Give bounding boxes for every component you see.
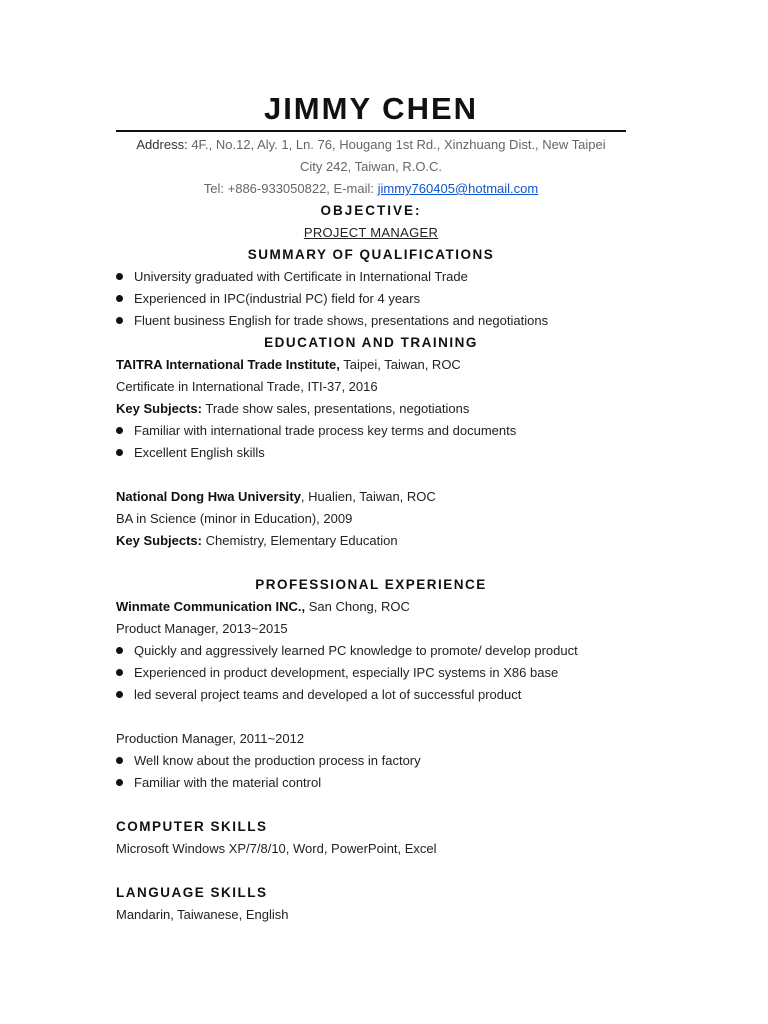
spacer: [116, 706, 626, 728]
tel-label: Tel:: [203, 181, 224, 196]
education-school-line: [116, 354, 626, 376]
subjects-label: Key Subjects:: [116, 401, 202, 416]
tel-value: +886-933050822,: [227, 181, 330, 196]
subjects-label: Key Subjects:: [116, 533, 202, 548]
language-skills-title: LANGUAGE SKILLS: [116, 885, 268, 900]
resume-page: [116, 88, 626, 926]
address-value-1: 4F., No.12, Aly. 1, Ln. 76, Hougang 1st Rd., Xinzhuang Dist., New Taipei: [191, 137, 606, 152]
summary-title: SUMMARY OF QUALIFICATIONS: [247, 247, 495, 262]
resume-name: JIMMY CHEN: [263, 91, 479, 126]
spacer: [116, 464, 626, 486]
education-bullet: Excellent English skills: [116, 442, 626, 464]
summary-item: Fluent business English for trade shows, presentations and negotiations: [116, 310, 626, 332]
address-line-2: City 242, Taiwan, R.O.C.: [299, 159, 443, 174]
summary-item: Experienced in IPC(industrial PC) field for 4 years: [116, 288, 626, 310]
address-line-1: [116, 134, 626, 156]
company-line: [116, 596, 626, 618]
spacer: [116, 794, 626, 816]
summary-item: University graduated with Certificate in International Trade: [116, 266, 626, 288]
role-title: Product Manager, 2013~2015: [116, 621, 288, 636]
objective-value: PROJECT MANAGER: [303, 225, 439, 240]
experience-title: PROFESSIONAL EXPERIENCE: [255, 577, 487, 592]
role-bullet: Well know about the production process in factory: [116, 750, 626, 772]
education-bullet: Familiar with international trade process key terms and documents: [116, 420, 626, 442]
role-bullet: Experienced in product development, especially IPC systems in X86 base: [116, 662, 626, 684]
subjects-value: Trade show sales, presentations, negotiations: [201, 401, 470, 416]
address-label: Address:: [136, 137, 188, 152]
email-label: E-mail:: [333, 181, 374, 196]
education-title: EDUCATION AND TRAINING: [264, 335, 478, 350]
role-bullet: led several project teams and developed a lot of successful product: [116, 684, 626, 706]
spacer: [116, 860, 626, 882]
subjects-value: Chemistry, Elementary Education: [201, 533, 398, 548]
education-location: , Hualien, Taiwan, ROC: [300, 489, 436, 504]
company-location: San Chong, ROC: [305, 599, 410, 614]
role-bullet: Quickly and aggressively learned PC knowledge to promote/ develop product: [116, 640, 626, 662]
objective-title: OBJECTIVE:: [320, 203, 422, 218]
education-degree: BA in Science (minor in Education), 2009: [116, 511, 353, 526]
education-school-line: [116, 486, 626, 508]
header-divider: [116, 130, 626, 132]
email-link[interactable]: jimmy760405@hotmail.com: [377, 181, 539, 196]
education-subjects-line: [116, 530, 626, 552]
role-bullet: Familiar with the material control: [116, 772, 626, 794]
language-skills-value: Mandarin, Taiwanese, English: [116, 907, 289, 922]
computer-skills-value: Microsoft Windows XP/7/8/10, Word, PowerPoint, Excel: [116, 841, 437, 856]
phone-email-line: [116, 178, 626, 200]
education-subjects-line: [116, 398, 626, 420]
education-degree: Certificate in International Trade, ITI-37, 2016: [116, 379, 378, 394]
computer-skills-title: COMPUTER SKILLS: [116, 819, 268, 834]
spacer: [116, 552, 626, 574]
company-name: Winmate Communication INC.,: [116, 599, 306, 614]
education-location: Taipei, Taiwan, ROC: [339, 357, 461, 372]
contact-block: [116, 134, 626, 200]
education-school: TAITRA International Trade Institute,: [116, 357, 340, 372]
role-title: Production Manager, 2011~2012: [116, 731, 305, 746]
education-school: National Dong Hwa University: [116, 489, 301, 504]
